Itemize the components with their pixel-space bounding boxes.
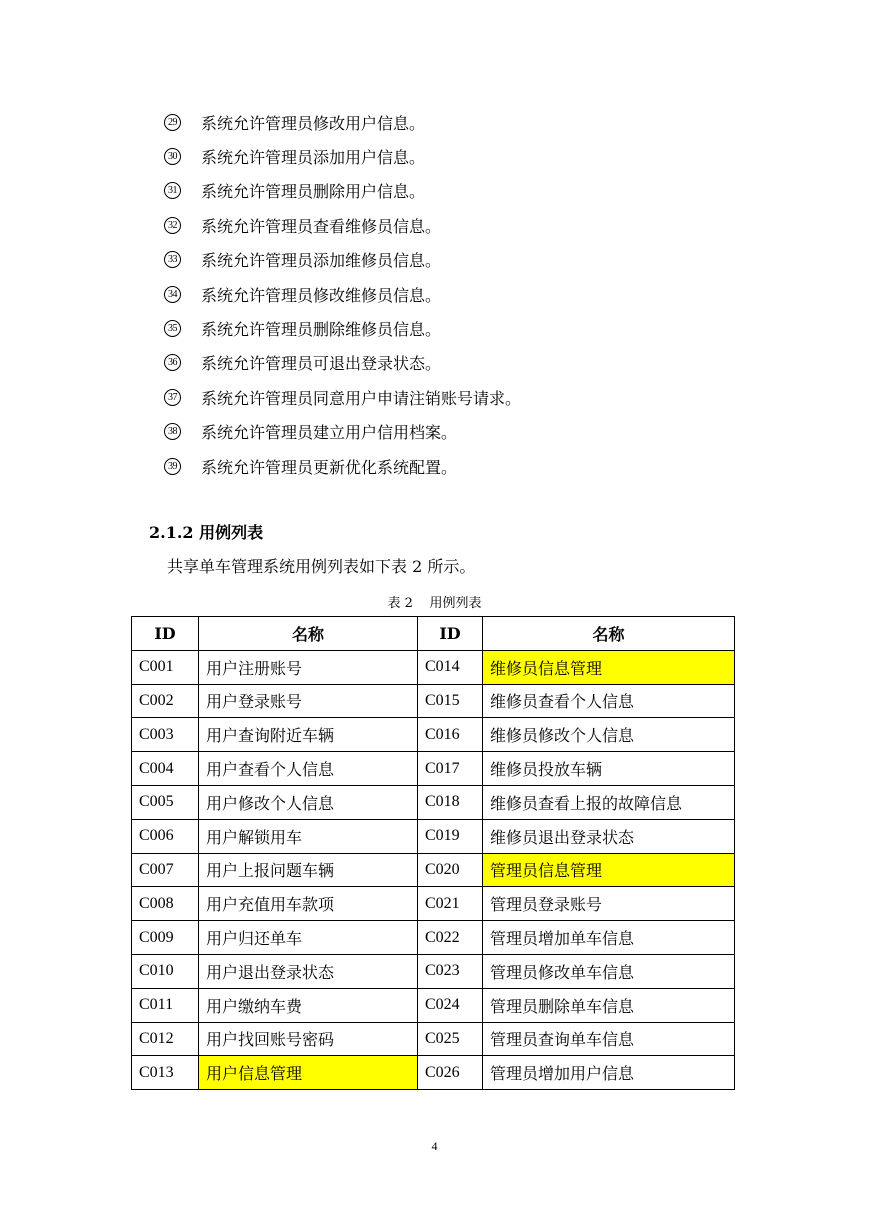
use-case-id-cell: C022 xyxy=(418,921,483,955)
item-text: 系统允许管理员删除维修员信息。 xyxy=(201,320,442,340)
table-row xyxy=(132,988,735,1022)
use-case-id-cell: C010 xyxy=(132,954,199,988)
use-case-id-cell: C025 xyxy=(418,1022,483,1056)
use-case-id-cell: C023 xyxy=(418,954,483,988)
table-body xyxy=(132,650,735,1089)
use-case-name-cell: 用户解锁用车 xyxy=(199,819,418,853)
use-case-id-cell: C009 xyxy=(132,921,199,955)
requirement-item xyxy=(164,243,521,277)
table-row xyxy=(132,650,735,684)
item-text: 系统允许管理员添加用户信息。 xyxy=(201,148,426,168)
use-case-id-cell: C020 xyxy=(418,853,483,887)
item-text: 系统允许管理员查看维修员信息。 xyxy=(201,216,442,236)
use-case-name-cell: 维修员投放车辆 xyxy=(483,752,735,786)
use-case-id-cell: C015 xyxy=(418,684,483,718)
item-number: 32 xyxy=(164,217,181,234)
use-case-id-cell: C001 xyxy=(132,650,199,684)
use-case-name-cell: 用户信息管理 xyxy=(199,1056,418,1090)
requirement-item xyxy=(164,139,521,173)
use-case-id-cell: C002 xyxy=(132,684,199,718)
use-case-id-cell: C026 xyxy=(418,1056,483,1090)
use-case-id-cell: C016 xyxy=(418,718,483,752)
page-number: 4 xyxy=(431,1139,438,1153)
use-case-name-cell: 维修员退出登录状态 xyxy=(483,819,735,853)
use-case-name-cell: 管理员修改单车信息 xyxy=(483,954,735,988)
use-case-name-cell: 用户查询附近车辆 xyxy=(199,718,418,752)
use-case-name-cell: 用户归还单车 xyxy=(199,921,418,955)
requirement-item xyxy=(164,380,521,414)
requirement-item xyxy=(164,449,521,483)
use-case-id-cell: C004 xyxy=(132,752,199,786)
table-row xyxy=(132,1056,735,1090)
requirement-item xyxy=(164,174,521,208)
use-case-id-cell: C006 xyxy=(132,819,199,853)
use-case-id-cell: C008 xyxy=(132,887,199,921)
requirement-item xyxy=(164,277,521,311)
header-name: 名称 xyxy=(199,617,418,651)
item-number: 39 xyxy=(164,458,181,475)
use-case-id-cell: C007 xyxy=(132,853,199,887)
item-text: 系统允许管理员修改用户信息。 xyxy=(201,113,426,133)
item-number: 29 xyxy=(164,114,181,131)
table-row xyxy=(132,1022,735,1056)
use-case-id-cell: C017 xyxy=(418,752,483,786)
item-number: 34 xyxy=(164,286,181,303)
header-id: ID xyxy=(132,617,199,651)
item-text: 系统允许管理员删除用户信息。 xyxy=(201,182,426,202)
use-case-id-cell: C003 xyxy=(132,718,199,752)
item-number: 37 xyxy=(164,389,181,406)
use-case-id-cell: C005 xyxy=(132,785,199,819)
table-row xyxy=(132,819,735,853)
table-row xyxy=(132,921,735,955)
use-case-name-cell: 用户找回账号密码 xyxy=(199,1022,418,1056)
use-case-name-cell: 用户修改个人信息 xyxy=(199,785,418,819)
requirements-list xyxy=(164,105,521,483)
use-case-name-cell: 用户登录账号 xyxy=(199,684,418,718)
use-case-name-cell: 管理员信息管理 xyxy=(483,853,735,887)
item-text: 系统允许管理员修改维修员信息。 xyxy=(201,285,442,305)
requirement-item xyxy=(164,105,521,139)
use-case-id-cell: C011 xyxy=(132,988,199,1022)
header-name: 名称 xyxy=(483,617,735,651)
table-row xyxy=(132,752,735,786)
table-row xyxy=(132,887,735,921)
use-case-name-cell: 用户注册账号 xyxy=(199,650,418,684)
requirement-item xyxy=(164,208,521,242)
table-caption: 表 2 用例列表 xyxy=(387,596,482,611)
use-case-name-cell: 管理员增加单车信息 xyxy=(483,921,735,955)
use-case-table xyxy=(131,616,735,1090)
table-row xyxy=(132,954,735,988)
use-case-id-cell: C012 xyxy=(132,1022,199,1056)
use-case-name-cell: 用户充值用车款项 xyxy=(199,887,418,921)
item-text: 系统允许管理员同意用户申请注销账号请求。 xyxy=(201,388,522,408)
use-case-name-cell: 用户退出登录状态 xyxy=(199,954,418,988)
item-text: 系统允许管理员可退出登录状态。 xyxy=(201,354,442,374)
use-case-id-cell: C014 xyxy=(418,650,483,684)
item-text: 系统允许管理员更新优化系统配置。 xyxy=(201,457,458,477)
item-number: 30 xyxy=(164,148,181,165)
use-case-id-cell: C019 xyxy=(418,819,483,853)
item-number: 31 xyxy=(164,182,181,199)
table-row xyxy=(132,853,735,887)
table-header-row xyxy=(132,617,735,651)
use-case-id-cell: C018 xyxy=(418,785,483,819)
use-case-id-cell: C024 xyxy=(418,988,483,1022)
item-number: 36 xyxy=(164,354,181,371)
use-case-name-cell: 维修员修改个人信息 xyxy=(483,718,735,752)
requirement-item xyxy=(164,346,521,380)
item-text: 系统允许管理员建立用户信用档案。 xyxy=(201,423,458,443)
use-case-name-cell: 维修员查看上报的故障信息 xyxy=(483,785,735,819)
use-case-name-cell: 管理员登录账号 xyxy=(483,887,735,921)
use-case-name-cell: 用户上报问题车辆 xyxy=(199,853,418,887)
use-case-name-cell: 管理员增加用户信息 xyxy=(483,1056,735,1090)
use-case-name-cell: 用户查看个人信息 xyxy=(199,752,418,786)
table-row xyxy=(132,718,735,752)
section-intro: 共享单车管理系统用例列表如下表 2 所示。 xyxy=(167,557,476,576)
use-case-name-cell: 管理员查询单车信息 xyxy=(483,1022,735,1056)
item-number: 33 xyxy=(164,251,181,268)
header-id: ID xyxy=(418,617,483,651)
item-text: 系统允许管理员添加维修员信息。 xyxy=(201,251,442,271)
requirement-item xyxy=(164,311,521,345)
use-case-id-cell: C021 xyxy=(418,887,483,921)
table-row xyxy=(132,785,735,819)
use-case-name-cell: 维修员查看个人信息 xyxy=(483,684,735,718)
item-number: 35 xyxy=(164,320,181,337)
item-number: 38 xyxy=(164,423,181,440)
use-case-name-cell: 维修员信息管理 xyxy=(483,650,735,684)
use-case-name-cell: 用户缴纳车费 xyxy=(199,988,418,1022)
section-heading: 2.1.2 用例列表 xyxy=(149,523,264,542)
requirement-item xyxy=(164,415,521,449)
table-row xyxy=(132,684,735,718)
use-case-name-cell: 管理员删除单车信息 xyxy=(483,988,735,1022)
use-case-id-cell: C013 xyxy=(132,1056,199,1090)
